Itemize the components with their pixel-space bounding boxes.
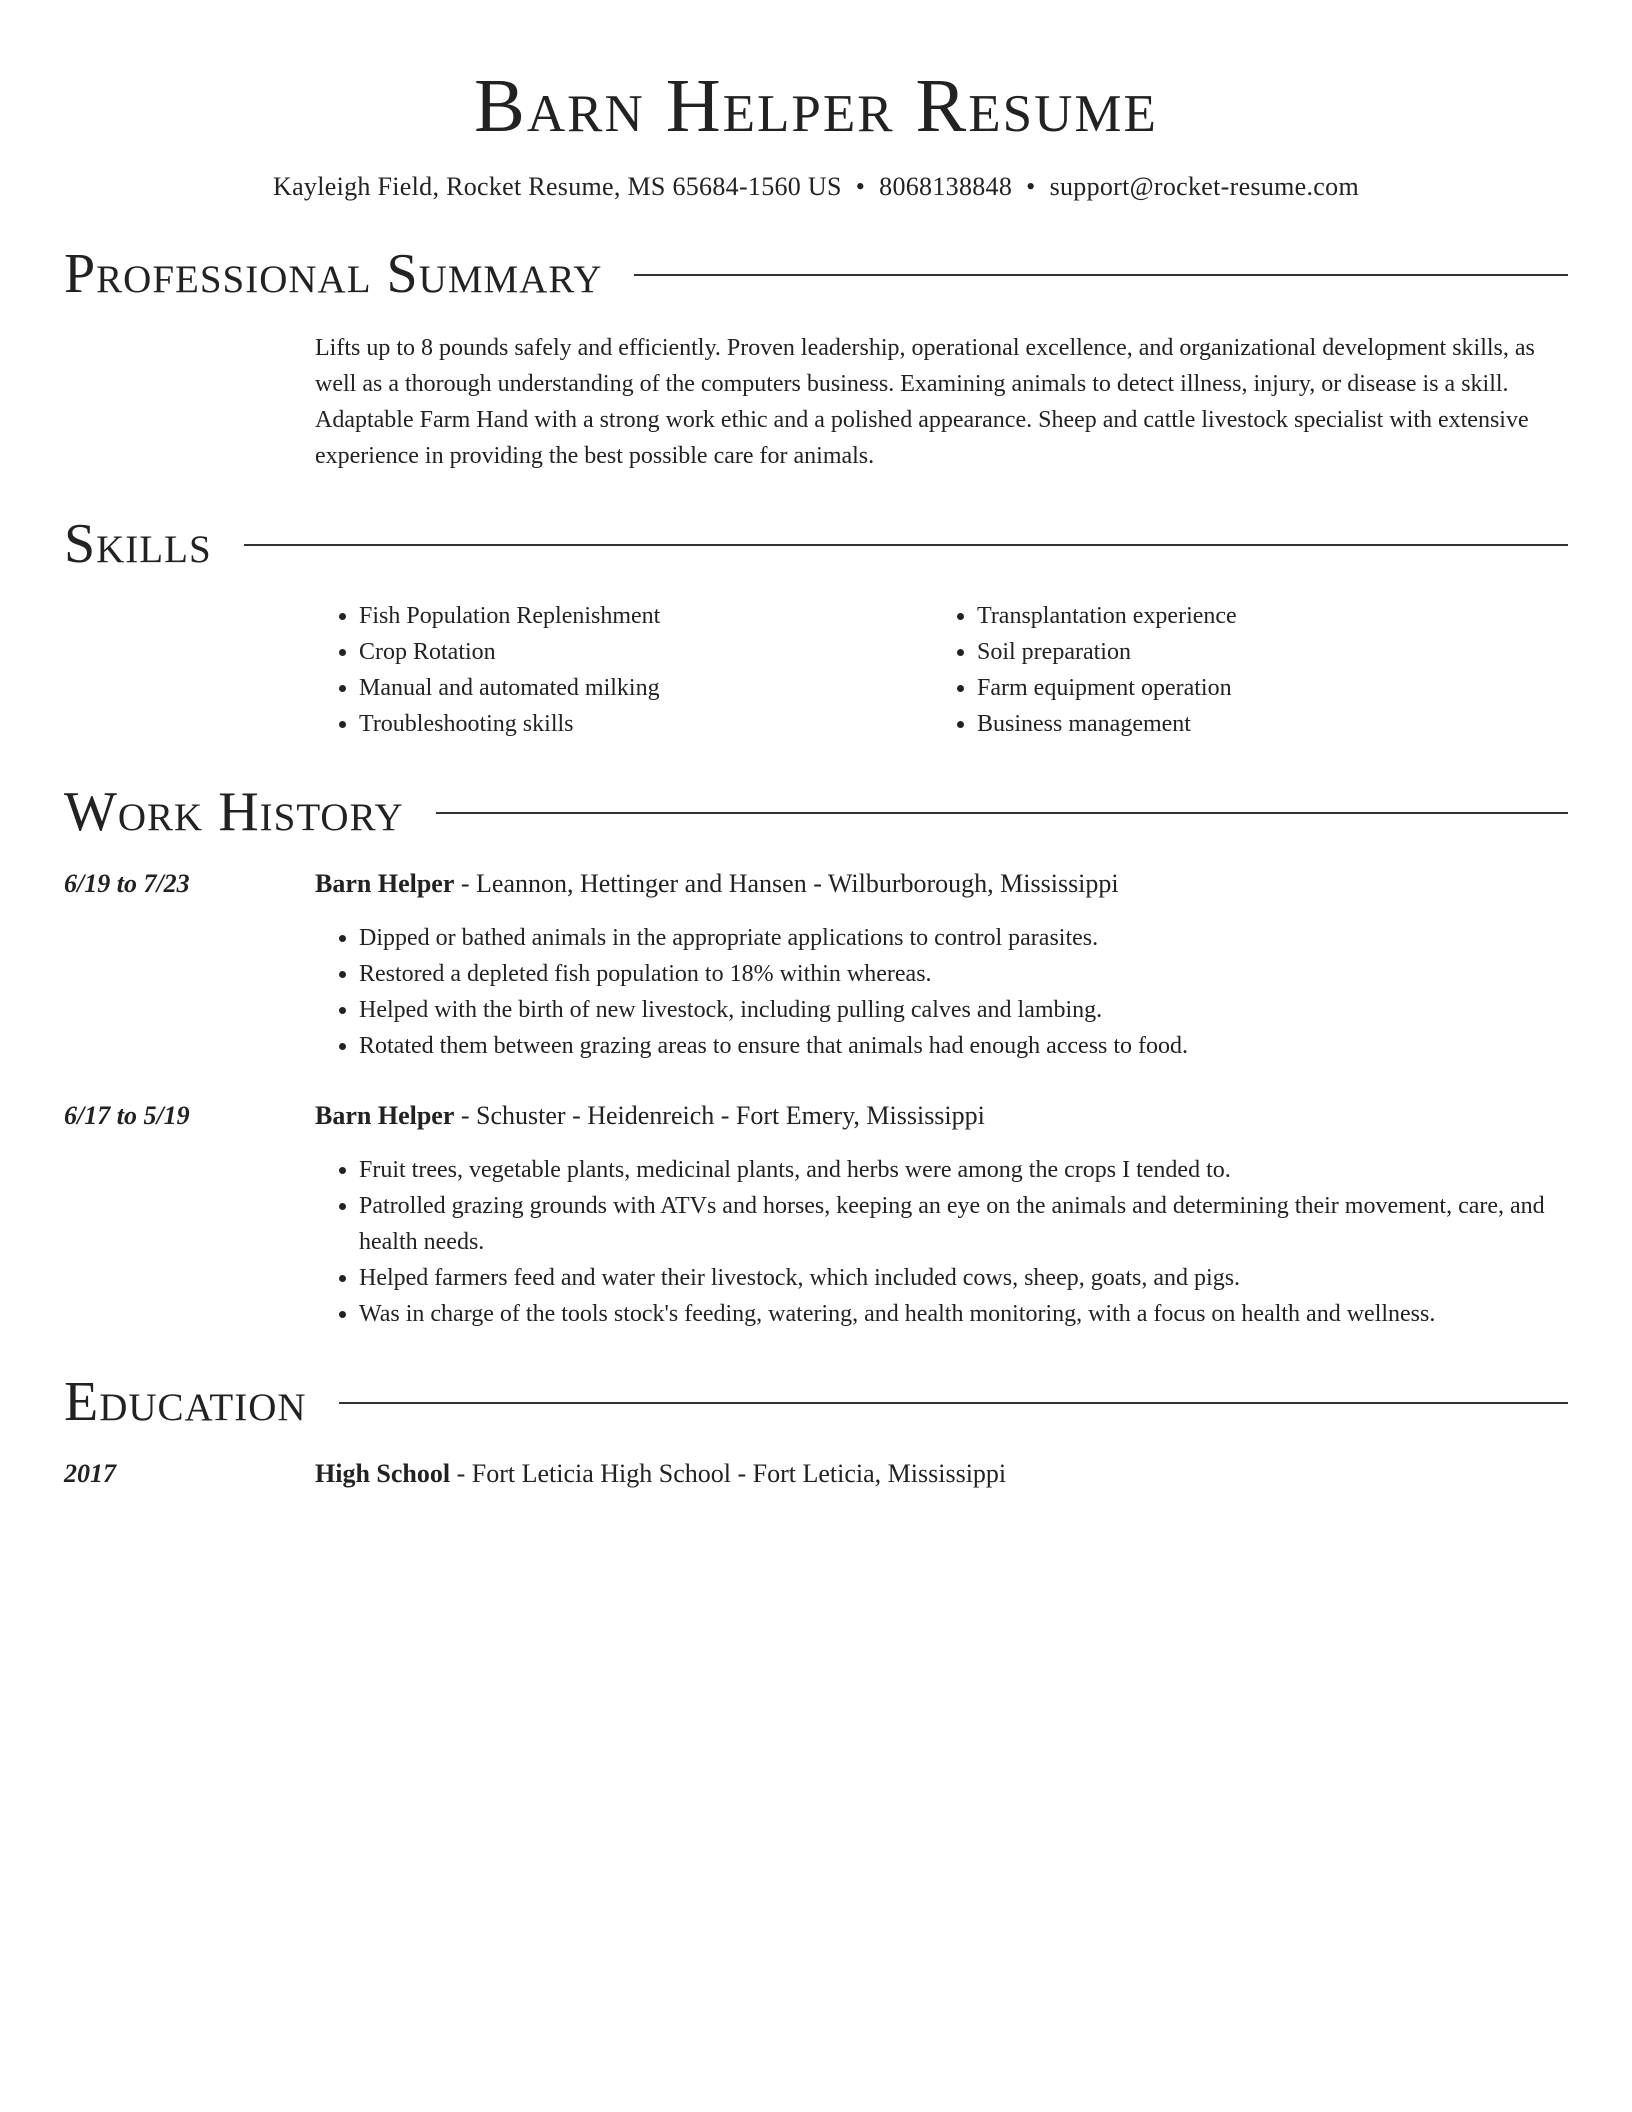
- work-bullet: • Was in charge of the tools stock's feeding, watering, and health monitoring, with a focus on health and wellness.: [359, 1296, 1568, 1332]
- summary-section-header: [64, 242, 1568, 306]
- work-bullet: • Patrolled grazing grounds with ATVs and horses, keeping an eye on the animals and determining their movement, care, and health needs.: [359, 1188, 1568, 1260]
- skill-item: • Fish Population Replenishment: [359, 598, 933, 634]
- education-entry: [64, 1456, 1568, 1492]
- section-divider: [634, 274, 1568, 276]
- contact-address: Kayleigh Field, Rocket Resume, MS 65684-1560 US: [273, 172, 842, 201]
- work-bullet: • Restored a depleted fish population to 18% within whereas.: [359, 956, 1568, 992]
- education-section-header: [64, 1370, 1568, 1434]
- contact-phone: 8068138848: [879, 172, 1013, 201]
- education-school-location: - Fort Leticia High School - Fort Leticia, Mississippi: [450, 1459, 1007, 1488]
- work-heading: Work History: [64, 781, 404, 843]
- skills-list: [315, 598, 1568, 742]
- work-bullet: • Helped with the birth of new livestock, including pulling calves and lambing.: [359, 992, 1568, 1028]
- contact-separator: •: [855, 172, 866, 201]
- skill-item: • Transplantation experience: [977, 598, 1551, 634]
- work-bullet: • Fruit trees, vegetable plants, medicinal plants, and herbs were among the crops I tended to.: [359, 1152, 1568, 1188]
- work-dates: 6/17 to 5/19: [64, 1101, 190, 1130]
- education-year: 2017: [64, 1459, 116, 1488]
- summary-heading: Professional Summary: [64, 243, 603, 305]
- work-bullet: • Helped farmers feed and water their livestock, which included cows, sheep, goats, and pigs.: [359, 1260, 1568, 1296]
- work-bullets: [315, 920, 1568, 1064]
- skill-item: • Crop Rotation: [359, 634, 933, 670]
- education-degree: High School: [315, 1459, 451, 1488]
- work-details: [315, 866, 1568, 1064]
- contact-email: support@rocket-resume.com: [1049, 172, 1359, 201]
- section-divider: [339, 1402, 1568, 1404]
- work-entry: [64, 1098, 1568, 1332]
- work-entry: [64, 866, 1568, 1064]
- contact-separator: •: [1026, 172, 1036, 201]
- resume-page: [64, 60, 1568, 1492]
- contact-line: [64, 170, 1568, 204]
- education-details: [315, 1456, 1568, 1492]
- skills-section-header: [64, 512, 1568, 576]
- skill-item: • Troubleshooting skills: [359, 706, 933, 742]
- work-bullets: [315, 1152, 1568, 1332]
- education-heading: Education: [64, 1371, 307, 1433]
- job-title: Barn Helper: [315, 869, 455, 898]
- work-bullet: • Rotated them between grazing areas to ensure that animals had enough access to food.: [359, 1028, 1568, 1064]
- work-section-header: [64, 780, 1568, 844]
- job-employer-location: - Leannon, Hettinger and Hansen - Wilburborough, Mississippi: [454, 869, 1119, 898]
- work-bullet: • Dipped or bathed animals in the appropriate applications to control parasites.: [359, 920, 1568, 956]
- skills-column-left: [315, 598, 933, 742]
- resume-title: Barn Helper Resume: [474, 64, 1158, 148]
- section-divider: [436, 812, 1568, 814]
- summary-text: Lifts up to 8 pounds safely and efficiently. Proven leadership, operational excellence, and organizational development skills, as well as a thorough understanding of the computers business. Examining animals to detect illness, injury, or disease is a skill. Adaptable Farm Hand with a strong work ethic and a polished appearance. Sheep and cattle livestock specialist with extensive experience in providing the best possible care for animals.: [315, 335, 1535, 469]
- skill-item: • Manual and automated milking: [359, 670, 933, 706]
- job-title: Barn Helper: [315, 1101, 455, 1130]
- work-details: [315, 1098, 1568, 1332]
- skill-item: • Business management: [977, 706, 1551, 742]
- work-dates: 6/19 to 7/23: [64, 869, 190, 898]
- skill-item: • Farm equipment operation: [977, 670, 1551, 706]
- skills-column-right: [933, 598, 1551, 742]
- job-employer-location: - Schuster - Heidenreich - Fort Emery, Mississippi: [454, 1101, 985, 1130]
- skill-item: • Soil preparation: [977, 634, 1551, 670]
- skills-heading: Skills: [64, 513, 212, 575]
- section-divider: [244, 544, 1568, 546]
